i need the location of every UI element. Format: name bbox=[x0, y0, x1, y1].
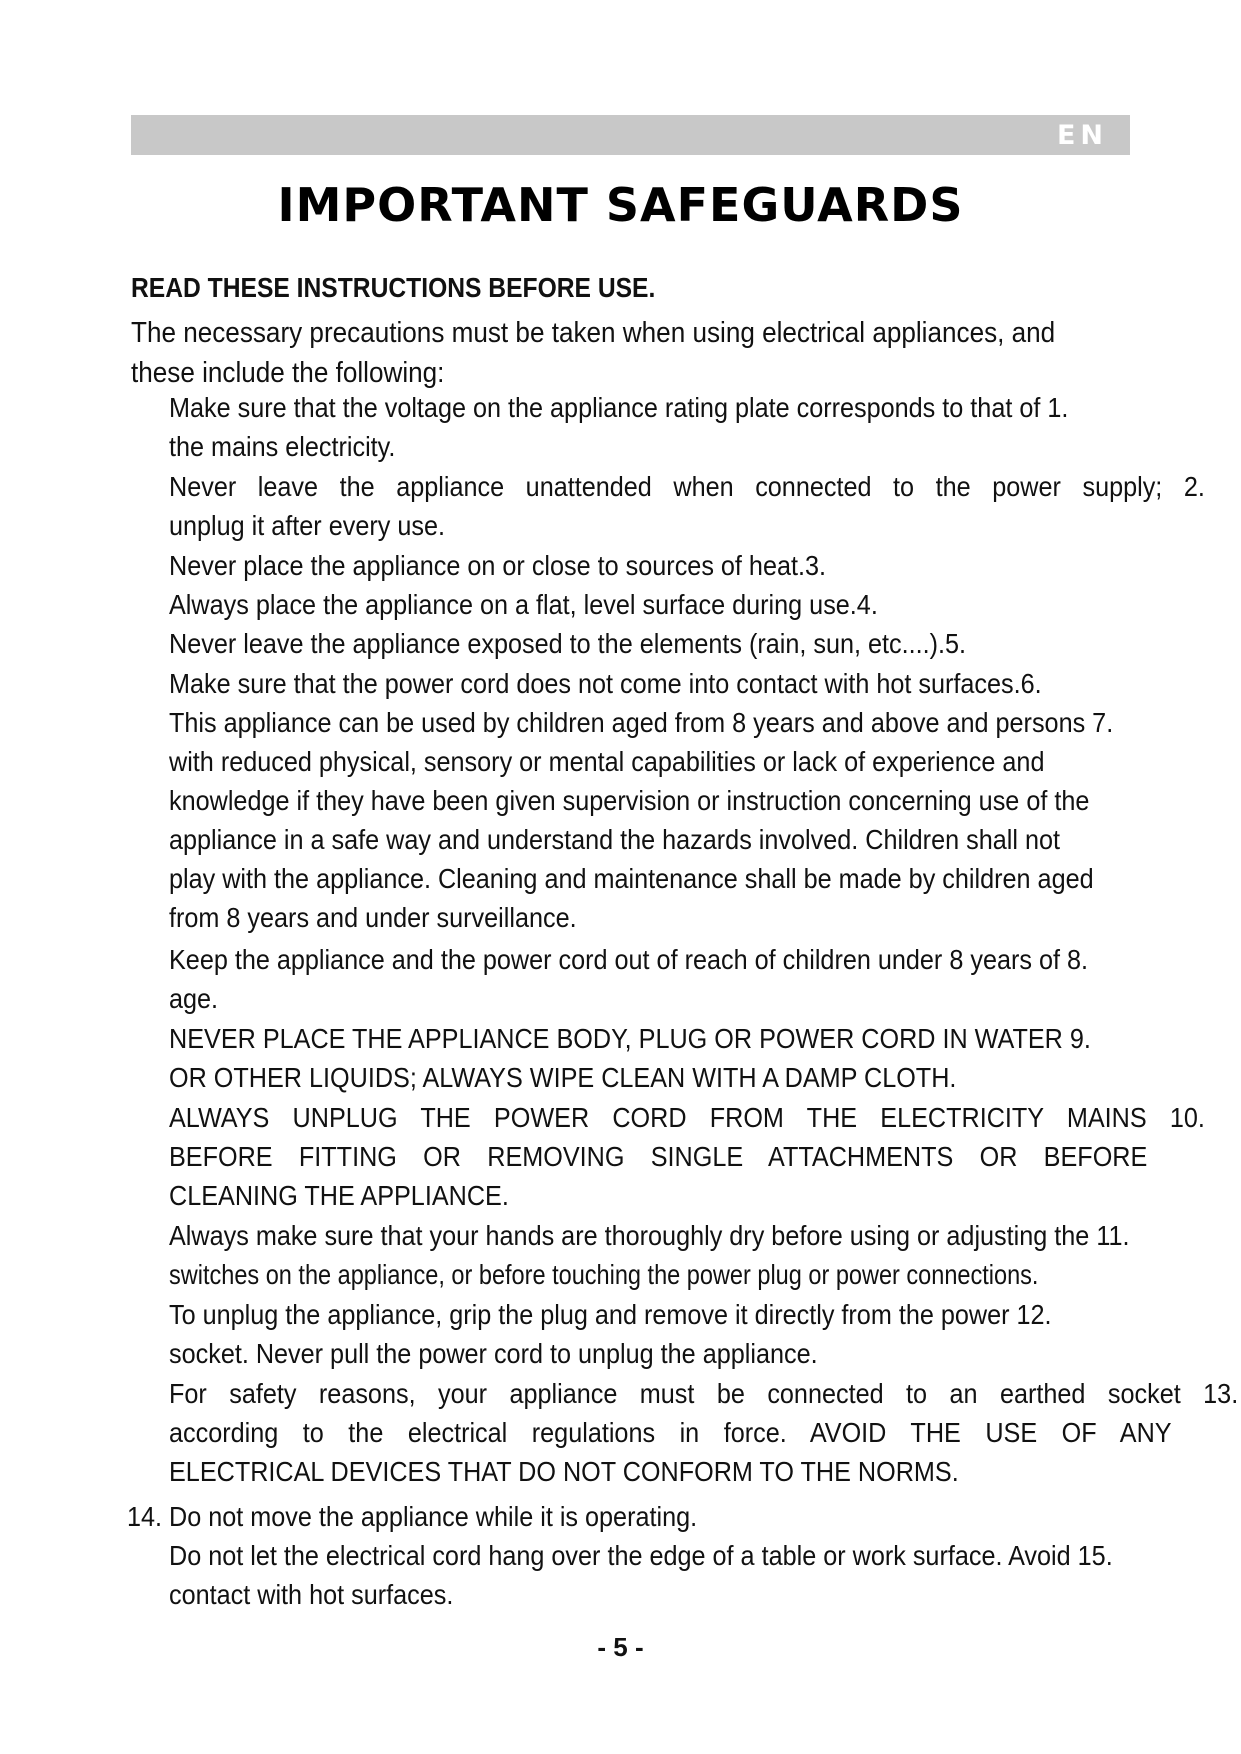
item-line: Do not move the appliance while it is operating. bbox=[169, 1501, 698, 1532]
safeguard-item-1 bbox=[169, 388, 1205, 466]
safeguard-item-14 bbox=[169, 1497, 1205, 1536]
item-line: appliance in a safe way and understand the hazards involved. Children shall not bbox=[169, 824, 1060, 855]
safeguard-item-15 bbox=[169, 1536, 1205, 1614]
language-code: EN bbox=[1056, 120, 1108, 151]
item-line: Make sure that the voltage on the appliance rating plate corresponds to that of 1. bbox=[169, 392, 1069, 423]
item-line: the mains electricity. bbox=[169, 431, 396, 462]
item-line: Never leave the appliance exposed to the elements (rain, sun, etc....).5. bbox=[169, 628, 967, 659]
item-line: Make sure that the power cord does not come into contact with hot surfaces.6. bbox=[169, 668, 1042, 699]
safeguard-item-12 bbox=[169, 1295, 1205, 1373]
item-line: according to the electrical regulations in force. AVOID THE USE OF ANY bbox=[169, 1417, 1172, 1448]
safeguard-item-13 bbox=[169, 1374, 1239, 1491]
item-line: Never place the appliance on or close to sources of heat.3. bbox=[169, 550, 826, 581]
safeguard-item-6 bbox=[169, 664, 1205, 703]
intro-line: these include the following: bbox=[131, 357, 445, 389]
item-line: NEVER PLACE THE APPLIANCE BODY, PLUG OR POWER CORD IN WATER 9. bbox=[169, 1023, 1091, 1054]
item-line: Always place the appliance on a flat, level surface during use.4. bbox=[169, 589, 878, 620]
intro-paragraph bbox=[131, 313, 1055, 393]
safeguard-item-9 bbox=[169, 1019, 1205, 1097]
item-line: This appliance can be used by children aged from 8 years and above and persons 7. bbox=[169, 707, 1114, 738]
instructions-heading: READ THESE INSTRUCTIONS BEFORE USE. bbox=[131, 272, 656, 303]
page-title: IMPORTANT SAFEGUARDS bbox=[277, 178, 964, 232]
item-line: play with the appliance. Cleaning and maintenance shall be made by children aged bbox=[169, 863, 1094, 894]
item-line: age. bbox=[169, 983, 219, 1014]
item-line: CLEANING THE APPLIANCE. bbox=[169, 1180, 509, 1211]
item-line: To unplug the appliance, grip the plug and remove it directly from the power 12. bbox=[169, 1299, 1052, 1330]
safeguard-item-5 bbox=[169, 624, 1205, 663]
safeguard-item-11 bbox=[169, 1216, 1205, 1294]
safeguard-item-2 bbox=[169, 467, 1205, 545]
item-line: Never leave the appliance unattended when connected to the power supply; 2. bbox=[169, 471, 1205, 502]
page-number: - 5 - bbox=[597, 1632, 644, 1662]
safeguard-item-7 bbox=[169, 703, 1205, 937]
item-line: from 8 years and under surveillance. bbox=[169, 902, 577, 933]
safeguard-item-10 bbox=[169, 1098, 1205, 1215]
item-line: For safety reasons, your appliance must be connected to an earthed socket 13. bbox=[169, 1378, 1239, 1409]
safeguard-item-3 bbox=[169, 546, 1205, 585]
language-bar bbox=[131, 115, 1130, 155]
item-line: Do not let the electrical cord hang over the edge of a table or work surface. Avoid 15. bbox=[169, 1540, 1113, 1571]
item-line: OR OTHER LIQUIDS; ALWAYS WIPE CLEAN WITH A DAMP CLOTH. bbox=[169, 1062, 957, 1093]
item-line: Always make sure that your hands are thoroughly dry before using or adjusting the 11. bbox=[169, 1220, 1130, 1251]
item-line: ELECTRICAL DEVICES THAT DO NOT CONFORM TO THE NORMS. bbox=[169, 1456, 959, 1487]
intro-line: The necessary precautions must be taken when using electrical appliances, and bbox=[131, 317, 1056, 349]
item-line: socket. Never pull the power cord to unplug the appliance. bbox=[169, 1338, 818, 1369]
item-line: Keep the appliance and the power cord out of reach of children under 8 years of 8. bbox=[169, 944, 1089, 975]
item-number: 14. bbox=[127, 1501, 163, 1532]
item-line: knowledge if they have been given supervision or instruction concerning use of the bbox=[169, 785, 1090, 816]
item-line: contact with hot surfaces. bbox=[169, 1579, 454, 1610]
item-line: BEFORE FITTING OR REMOVING SINGLE ATTACHMENTS OR BEFORE bbox=[169, 1141, 1148, 1172]
safeguard-item-8 bbox=[169, 940, 1205, 1018]
item-line: unplug it after every use. bbox=[169, 510, 445, 541]
safeguard-item-4 bbox=[169, 585, 1205, 624]
item-line: ALWAYS UNPLUG THE POWER CORD FROM THE ELECTRICITY MAINS 10. bbox=[169, 1102, 1205, 1133]
item-line: with reduced physical, sensory or mental capabilities or lack of experience and bbox=[169, 746, 1045, 777]
item-line: switches on the appliance, or before touching the power plug or power connections. bbox=[169, 1259, 1039, 1290]
